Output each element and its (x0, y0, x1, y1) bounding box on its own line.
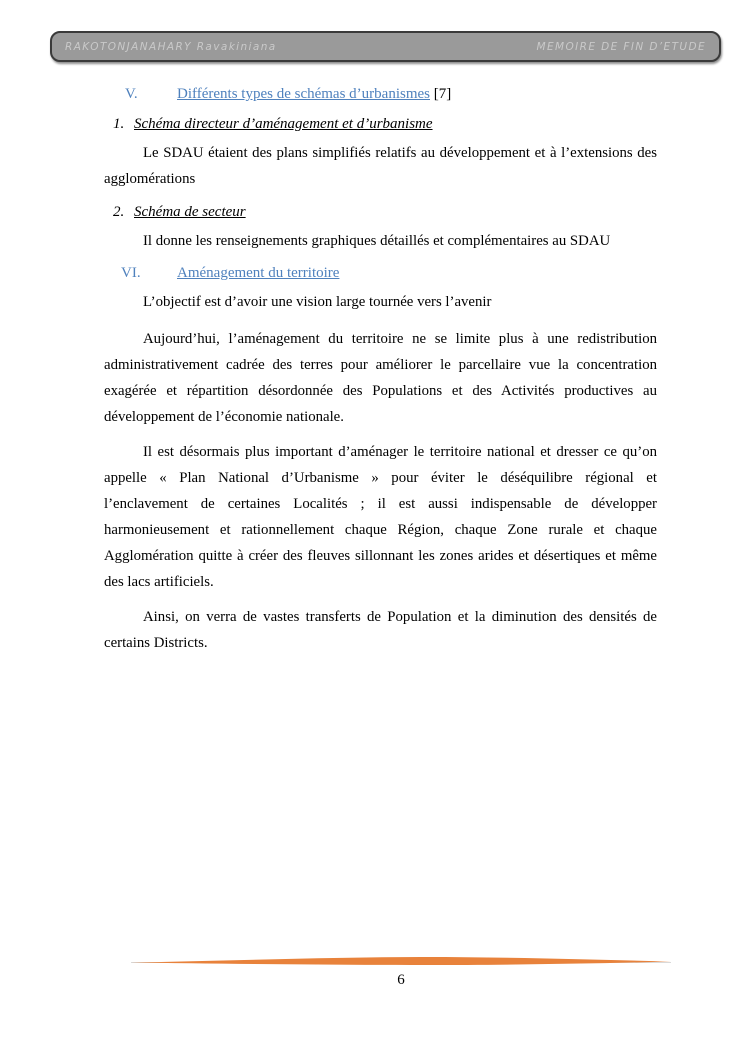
page-header-bar (50, 31, 721, 62)
paragraph-line: harmonieusement et rationnellement chaque Région, chaque Zone rurale et chaque (104, 522, 657, 538)
paragraph-line: Il est désormais plus important d’aménager le territoire national et dresser ce qu’on (143, 444, 657, 460)
paragraph-line: administrativement cadrée des terres pour améliorer le parcellaire vue la concentration (104, 357, 657, 373)
citation-ref: [7] (433, 86, 452, 102)
item-2-number: 2. (113, 204, 125, 220)
paragraph-line: Ainsi, on verra de vastes transferts de Population et la diminution des densités de (143, 609, 657, 625)
paragraph-secteur (104, 228, 657, 254)
footer-divider-ornament (131, 954, 671, 970)
paragraph-line: Le SDAU étaient des plans simplifiés relatifs au développement et à l’extensions des (143, 145, 657, 161)
heading-vi (104, 263, 657, 283)
paragraph-objectif (104, 289, 657, 315)
item-1-title: Schéma directeur d’aménagement et d’urbanisme (134, 116, 433, 132)
heading-vi-link[interactable]: Aménagement du territoire (177, 265, 340, 281)
paragraph-line: L’objectif est d’avoir une vision large tournée vers l’avenir (143, 294, 492, 310)
heading-v (104, 84, 657, 104)
paragraph-line: certains Districts. (104, 635, 208, 651)
item-1-number: 1. (113, 116, 125, 132)
heading-v-link[interactable]: Différents types de schémas d’urbanismes (177, 86, 430, 102)
list-item-2 (104, 202, 657, 222)
paragraph-line: exagérée et répartition désordonnée des Populations et des Activités productives au (104, 383, 657, 399)
paragraph-line: appelle « Plan National d’Urbanisme » pour éviter le déséquilibre régional et (104, 470, 657, 486)
page-number: 6 (397, 972, 405, 988)
paragraph-line: développement de l’économie nationale. (104, 409, 344, 425)
header-author: RAKOTONJANAHARY Ravakiniana (65, 40, 277, 53)
heading-vi-number: VI. (121, 265, 141, 281)
paragraph-sdau (104, 140, 657, 192)
paragraph-line: des lacs artificiels. (104, 574, 214, 590)
list-item-1 (104, 114, 657, 134)
header-doc-type: MEMOIRE DE FIN D’ETUDE (536, 40, 706, 53)
paragraph-line: agglomérations (104, 171, 196, 187)
paragraph-line: Agglomération quitte à créer des fleuves sillonnant les zones arides et désertiques et même (104, 548, 657, 564)
item-2-title: Schéma de secteur (134, 204, 246, 220)
paragraph-line: Il donne les renseignements graphiques détaillés et complémentaires au SDAU (143, 233, 611, 249)
paragraph-line: l’enclavement de certaines Localités ; il est aussi indispensable de développer (104, 496, 657, 512)
paragraph-line: Aujourd’hui, l’aménagement du territoire ne se limite plus à une redistribution (143, 331, 657, 347)
heading-v-number: V. (125, 86, 138, 102)
paragraph-plan-national (104, 439, 657, 595)
paragraph-transferts (104, 604, 657, 656)
paragraph-amenagement (104, 326, 657, 430)
